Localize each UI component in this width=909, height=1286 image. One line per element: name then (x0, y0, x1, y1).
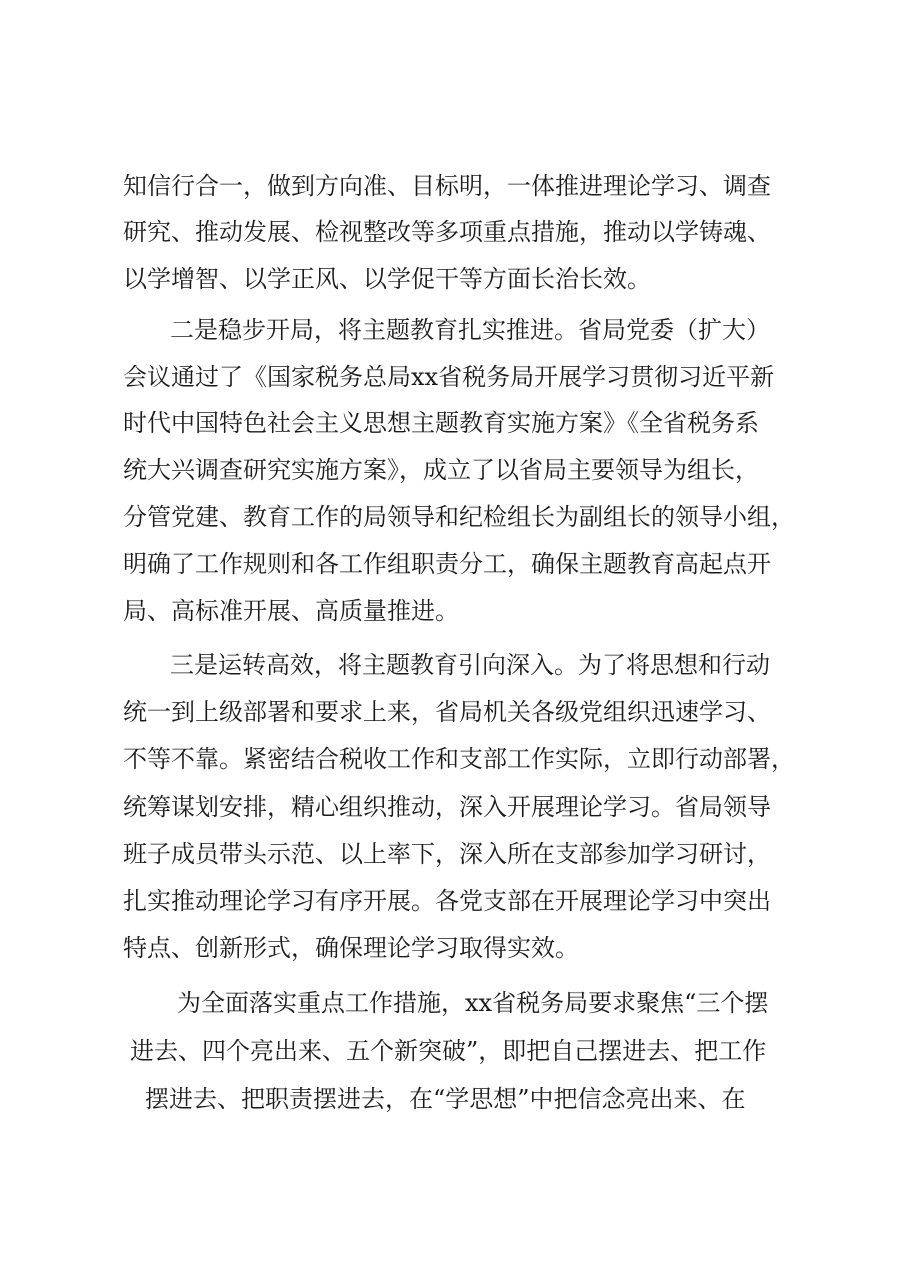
text-line: 班子成员带头示范、以上率下，深入所在支部参加学习研讨， (123, 840, 771, 868)
text-line: 知信行合一，做到方向准、目标明，一体推进理论学习、调查 (123, 172, 771, 200)
text-line: 特点、创新形式，确保理论学习取得实效。 (123, 934, 579, 962)
text-line: 会议通过了《国家税务总局xx省税务局开展学习贯彻习近平新 (123, 363, 775, 391)
text-line: 时代中国特色社会主义思想主题教育实施方案》《全省税务系 (123, 409, 759, 437)
text-line: 局、高标准开展、高质量推进。 (123, 597, 459, 625)
text-line: 摆进去、把职责摆进去，在“学思想”中把信念亮出来、在 (145, 1085, 746, 1113)
text-line: 以学增智、以学正风、以学促干等方面长治长效。 (123, 265, 651, 293)
text-line: 统筹谋划安排，精心组织推动，深入开展理论学习。省局领导 (123, 793, 771, 821)
text-line: 为全面落实重点工作措施，xx省税务局要求聚焦“三个摆 (177, 989, 769, 1017)
text-line: 不等不靠。紧密结合税收工作和支部工作实际，立即行动部署， (123, 745, 795, 773)
text-line: 分管党建、教育工作的局领导和纪检组长为副组长的领导小组， (123, 503, 795, 531)
text-line: 研究、推动发展、检视整改等多项重点措施，推动以学铸魂、 (123, 218, 771, 246)
text-line: 统一到上级部署和要求上来，省局机关各级党组织迅速学习、 (123, 698, 771, 726)
text-line: 扎实推动理论学习有序开展。各党支部在开展理论学习中突出 (123, 887, 771, 915)
text-line: 统大兴调查研究实施方案》，成立了以省局主要领导为组长， (123, 456, 759, 484)
text-line: 二是稳步开局，将主题教育扎实推进。省局党委（扩大） (170, 316, 770, 344)
text-line: 进去、四个亮出来、五个新突破”，即把自己摆进去、把工作 (130, 1037, 767, 1065)
text-line: 三是运转高效，将主题教育引向深入。为了将思想和行动 (170, 651, 770, 679)
text-line: 明确了工作规则和各工作组职责分工，确保主题教育高起点开 (123, 550, 771, 578)
